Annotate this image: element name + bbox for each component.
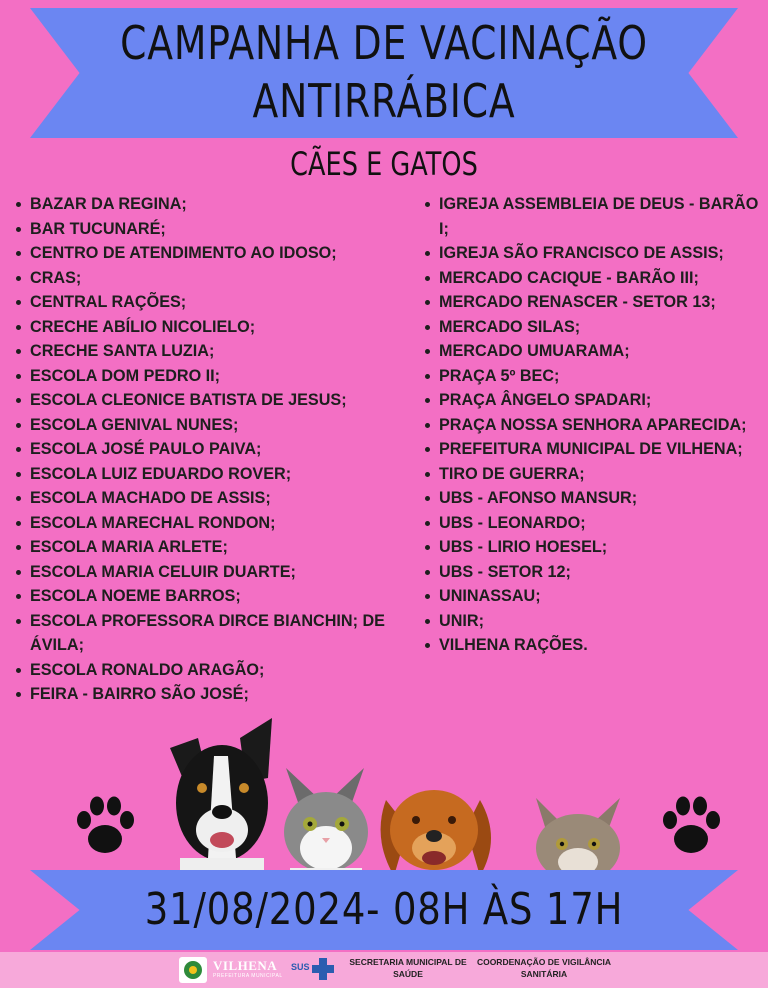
locations-list-left [14, 192, 414, 707]
coordenacao-label: COORDENAÇÃO DE VIGILÂNCIA SANITÁRIA [476, 957, 612, 979]
vilhena-name: VILHENA [213, 958, 278, 973]
event-date-time: 31/08/2024- 08H ÀS 17H [144, 884, 624, 935]
list-item: FEIRA - BAIRRO SÃO JOSÉ; [14, 682, 414, 707]
list-item: ESCOLA MARIA ARLETE; [14, 535, 414, 560]
vilhena-logo [178, 956, 208, 984]
list-item: CENTRAL RAÇÕES; [14, 290, 414, 315]
list-item: PRAÇA NOSSA SENHORA APARECIDA; [423, 413, 763, 438]
list-item: VILHENA RAÇÕES. [423, 633, 763, 658]
list-item: ESCOLA CLEONICE BATISTA DE JESUS; [14, 388, 414, 413]
sus-cross-icon [310, 956, 336, 982]
list-item: PRAÇA 5º BEC; [423, 364, 763, 389]
list-item: ESCOLA JOSÉ PAULO PAIVA; [14, 437, 414, 462]
list-item: ESCOLA LUIZ EDUARDO ROVER; [14, 462, 414, 487]
list-item: BAR TUCUNARÉ; [14, 217, 414, 242]
list-item: UBS - SETOR 12; [423, 560, 763, 585]
sus-label: SUS [291, 962, 310, 972]
list-item: IGREJA ASSEMBLEIA DE DEUS - BARÃO I; [423, 192, 763, 241]
list-item: UBS - AFONSO MANSUR; [423, 486, 763, 511]
list-item: ESCOLA MARIA CELUIR DUARTE; [14, 560, 414, 585]
list-item: MERCADO UMUARAMA; [423, 339, 763, 364]
secretaria-label: SECRETARIA MUNICIPAL DE SAÚDE [349, 957, 467, 979]
page-subtitle: CÃES E GATOS [290, 145, 478, 183]
list-item: CENTRO DE ATENDIMENTO AO IDOSO; [14, 241, 414, 266]
list-item: CRECHE ABÍLIO NICOLIELO; [14, 315, 414, 340]
cat-image [284, 768, 368, 884]
pets-illustration [150, 708, 630, 894]
list-item: BAZAR DA REGINA; [14, 192, 414, 217]
list-item: ESCOLA RONALDO ARAGÃO; [14, 658, 414, 683]
list-item: UNINASSAU; [423, 584, 763, 609]
list-item: MERCADO SILAS; [423, 315, 763, 340]
list-item: CRECHE SANTA LUZIA; [14, 339, 414, 364]
list-item: TIRO DE GUERRA; [423, 462, 763, 487]
list-item: UBS - LEONARDO; [423, 511, 763, 536]
list-item: ESCOLA DOM PEDRO II; [14, 364, 414, 389]
list-item: MERCADO RENASCER - SETOR 13; [423, 290, 763, 315]
list-item: MERCADO CACIQUE - BARÃO III; [423, 266, 763, 291]
list-item: IGREJA SÃO FRANCISCO DE ASSIS; [423, 241, 763, 266]
list-item: PRAÇA ÂNGELO SPADARI; [423, 388, 763, 413]
list-item: UBS - LIRIO HOESEL; [423, 535, 763, 560]
paw-icon [70, 792, 140, 862]
locations-list-right [423, 192, 763, 658]
page-title [94, 14, 675, 130]
list-item: ESCOLA NOEME BARROS; [14, 584, 414, 609]
vilhena-subtitle: PREFEITURA MUNICIPAL [213, 973, 283, 979]
title-line-1: CAMPANHA DE VACINAÇÃO [120, 16, 648, 70]
list-item: ESCOLA PROFESSORA DIRCE BIANCHIN; DE ÁVILA; [14, 609, 414, 658]
list-item: ESCOLA MACHADO DE ASSIS; [14, 486, 414, 511]
list-item: UNIR; [423, 609, 763, 634]
list-item: PREFEITURA MUNICIPAL DE VILHENA; [423, 437, 763, 462]
list-item: ESCOLA MARECHAL RONDON; [14, 511, 414, 536]
list-item: ESCOLA GENIVAL NUNES; [14, 413, 414, 438]
list-item: CRAS; [14, 266, 414, 291]
paw-icon [656, 792, 726, 862]
title-line-2: ANTIRRÁBICA [252, 74, 516, 128]
dog-image [170, 718, 272, 882]
